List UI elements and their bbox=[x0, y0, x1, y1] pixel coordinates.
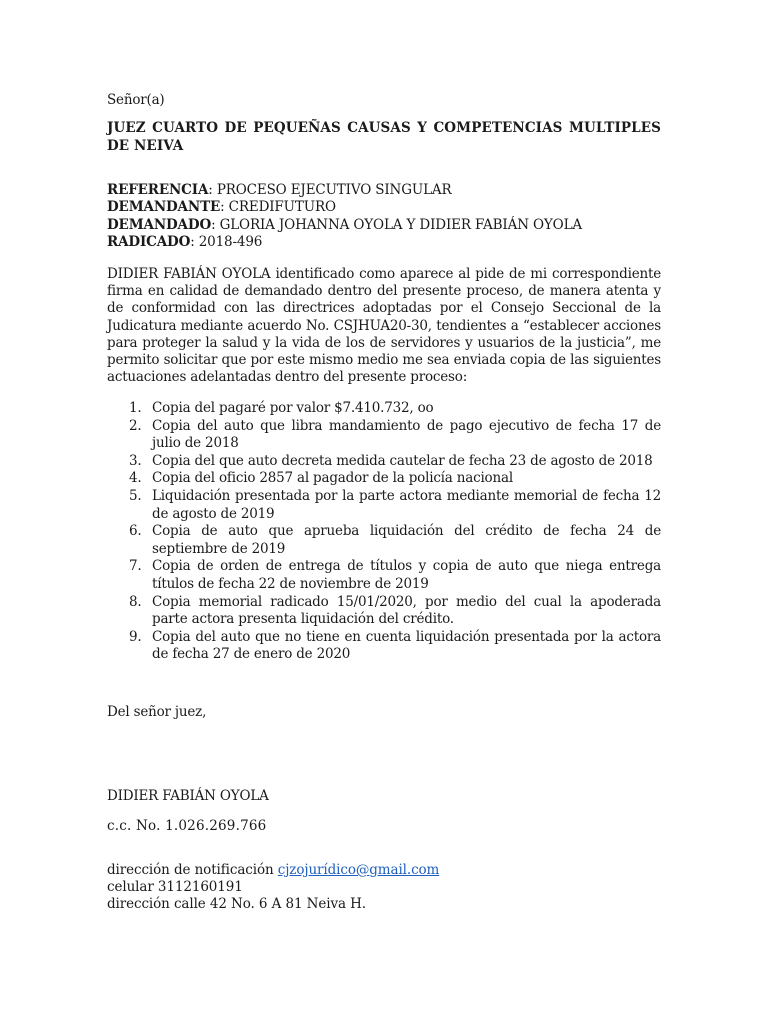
list-item-number: 4. bbox=[129, 470, 142, 487]
referencia-label: REFERENCIA bbox=[107, 182, 209, 198]
demandado-value: : GLORIA JOHANNA OYOLA Y DIDIER FABIÁN OYOLA bbox=[211, 216, 583, 233]
referencia-value: : PROCESO EJECUTIVO SINGULAR bbox=[208, 182, 452, 198]
notification-line bbox=[107, 862, 439, 879]
radicado-value: : 2018-496 bbox=[190, 234, 263, 251]
reference-block bbox=[107, 182, 661, 252]
email-link[interactable]: cjzojurídico@gmail.com bbox=[277, 862, 440, 878]
list-item-number: 5. bbox=[129, 487, 142, 504]
list-item bbox=[107, 470, 661, 488]
list-item-number: 6. bbox=[129, 523, 142, 540]
referencia-line bbox=[107, 182, 661, 199]
list-item bbox=[107, 418, 661, 453]
body-paragraph: DIDIER FABIÁN OYOLA identificado como aparece al pide de mi correspondiente firma en calidad de demandado dentro del presente proceso, de manera atenta y de conformidad con las directrices adoptadas por el Consejo Seccional de la Judicatura mediante acuerdo No. CSJHUA20-30, tendientes a “establecer acciones para proteger la salud y la vida de los de servidores y usuarios de la justicia”, me permito solicitar que por este mismo medio me sea enviada copia de las siguientes actuaciones adelantadas dentro del presente proceso: bbox=[107, 266, 661, 386]
demandante-value: : CREDIFUTURO bbox=[220, 199, 336, 216]
phone-line: celular 3112160191 bbox=[107, 879, 243, 895]
list-item bbox=[107, 488, 661, 523]
radicado-line bbox=[107, 234, 661, 251]
list-item-number: 8. bbox=[129, 593, 142, 610]
demandante-line bbox=[107, 199, 661, 216]
radicado-label: RADICADO bbox=[107, 234, 191, 251]
list-item-text: Copia de orden de entrega de títulos y copia de auto que niega entrega títulos de fecha 22 de noviembre de 2019 bbox=[152, 558, 661, 592]
list-item-text: Copia del auto que libra mandamiento de pago ejecutivo de fecha 17 de julio de 2018 bbox=[152, 417, 661, 452]
list-item-text: Copia del oficio 2857 al pagador de la policía nacional bbox=[152, 470, 513, 487]
list-item-text: Copia del auto que no tiene en cuenta liquidación presentada por la actora de fecha 27 de enero de 2020 bbox=[152, 628, 661, 663]
request-list bbox=[107, 400, 661, 664]
list-item-number: 3. bbox=[129, 452, 142, 469]
demandado-line bbox=[107, 217, 661, 234]
signer-name: DIDIER FABIÁN OYOLA bbox=[107, 788, 269, 804]
list-item bbox=[107, 594, 661, 629]
signer-id: c.c. No. 1.026.269.766 bbox=[107, 818, 267, 834]
list-item bbox=[107, 558, 661, 593]
demandado-label: DEMANDADO bbox=[107, 216, 212, 233]
list-item-number: 7. bbox=[129, 558, 142, 575]
contact-block bbox=[107, 862, 439, 913]
list-item-text: Copia memorial radicado 15/01/2020, por medio del cual la apoderada parte actora presenta liquidación del crédito. bbox=[152, 593, 661, 628]
notification-label: dirección de notificación bbox=[107, 862, 278, 878]
list-item bbox=[107, 629, 661, 664]
closing-line: Del señor juez, bbox=[107, 704, 207, 720]
address-line: dirección calle 42 No. 6 A 81 Neiva H. bbox=[107, 896, 366, 912]
list-item-text: Copia del pagaré por valor $7.410.732, oo bbox=[152, 400, 434, 416]
salutation: Señor(a) bbox=[107, 92, 165, 108]
recipient-heading: JUEZ CUARTO DE PEQUEÑAS CAUSAS Y COMPETENCIAS MULTIPLES DE NEIVA bbox=[107, 120, 661, 154]
list-item bbox=[107, 523, 661, 558]
demandante-label: DEMANDANTE bbox=[107, 199, 221, 216]
list-item-number: 1. bbox=[129, 400, 142, 416]
list-item bbox=[107, 453, 661, 471]
list-item-number: 9. bbox=[129, 628, 142, 645]
list-item-text: Copia del que auto decreta medida cautelar de fecha 23 de agosto de 2018 bbox=[152, 452, 653, 469]
list-item bbox=[107, 400, 661, 418]
list-item-text: Liquidación presentada por la parte actora mediante memorial de fecha 12 de agosto de 2019 bbox=[152, 487, 661, 522]
list-item-text: Copia de auto que aprueba liquidación del crédito de fecha 24 de septiembre de 2019 bbox=[152, 523, 661, 557]
list-item-number: 2. bbox=[129, 417, 142, 434]
